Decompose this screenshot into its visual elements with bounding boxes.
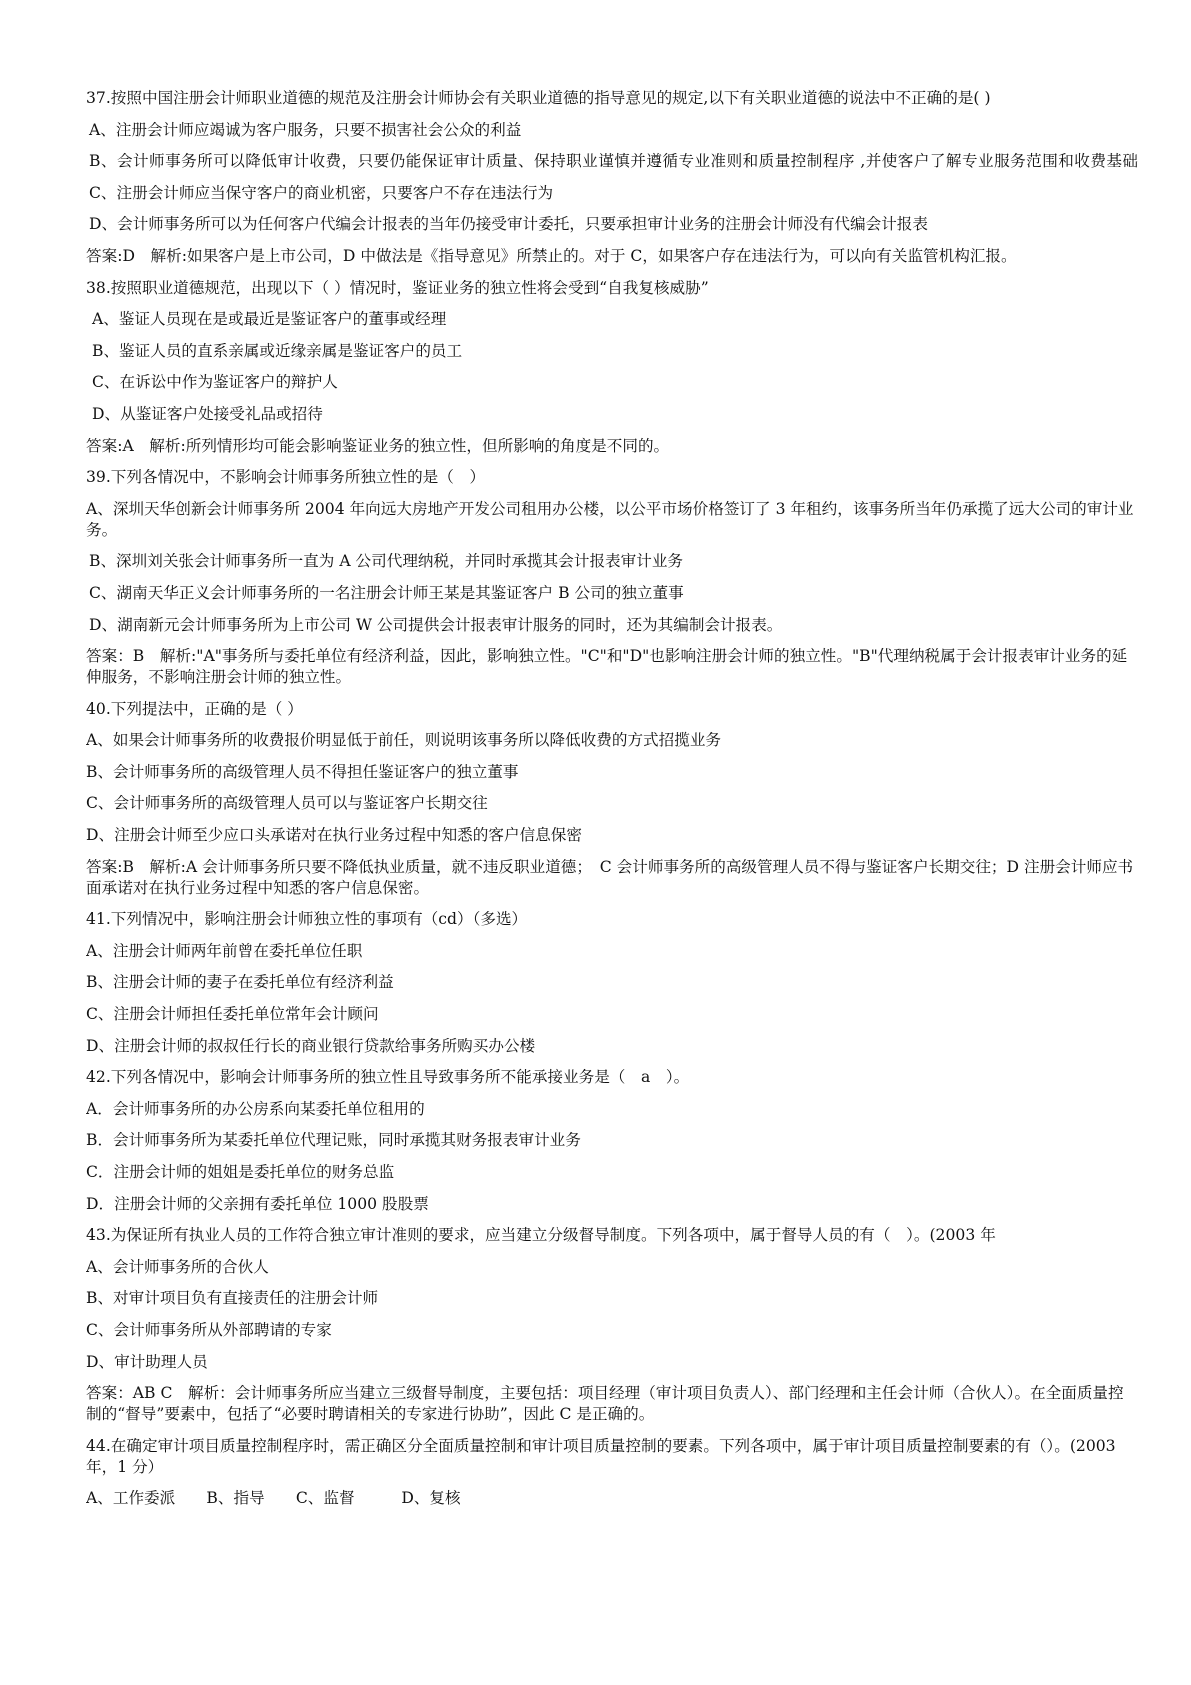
question-44-options: A、工作委派 B、指导 C、监督 D、复核 [86, 1489, 461, 1508]
question-43-answer: 答案：AB C 解析：会计师事务所应当建立三级督导制度，主要包括：项目经理（审计项目负责人）、部门经理和主任会计师（合伙人）。在全面质量控制的“督导”要素中，包括了“必要时聘请相关的专家进行协助”，因此 C 是正确的。 [86, 1384, 1124, 1424]
question-40-option-a: A、如果会计师事务所的收费报价明显低于前任，则说明该事务所以降低收费的方式招揽业务 [86, 731, 722, 750]
question-41-option-b: B、注册会计师的妻子在委托单位有经济利益 [86, 973, 394, 992]
question-38-answer: 答案:A 解析:所列情形均可能会影响鉴证业务的独立性，但所影响的角度是不同的。 [86, 436, 670, 455]
question-39-option-a: A、深圳天华创新会计师事务所 2004 年向远大房地产开发公司租用办公楼，以公平市场价格签订了 3 年租约，该事务所当年仍承揽了远大公司的审计业务。 [86, 499, 1134, 539]
question-44-stem: 44.在确定审计项目质量控制程序时，需正确区分全面质量控制和审计项目质量控制的要素。下列各项中，属于审计项目质量控制要素的有（）。(2003 年，1 分） [86, 1436, 1116, 1476]
question-38-stem: 38.按照职业道德规范，出现以下（ ）情况时，鉴证业务的独立性将会受到“自我复核威胁” [86, 278, 709, 297]
question-37-answer: 答案:D 解析:如果客户是上市公司，D 中做法是《指导意见》所禁止的。对于 C，如果客户存在违法行为，可以向有关监管机构汇报。 [86, 246, 1017, 265]
question-43-option-d: D、审计助理人员 [86, 1352, 208, 1371]
question-37-stem: 37.按照中国注册会计师职业道德的规范及注册会计师协会有关职业道德的指导意见的规定,以下有关职业道德的说法中不正确的是( ) [86, 89, 991, 107]
question-42-option-b: B．会计师事务所为某委托单位代理记账，同时承揽其财务报表审计业务 [86, 1131, 581, 1150]
question-37-option-a: A、注册会计师应竭诚为客户服务，只要不损害社会公众的利益 [89, 120, 522, 139]
question-40-answer: 答案:B 解析:A 会计师事务所只要不降低执业质量，就不违反职业道德； C 会计师事务所的高级管理人员不得与鉴证客户长期交往；D 注册会计师应书面承诺对在执行业务过程中知悉的客户信息保密。 [86, 857, 1134, 897]
question-42-option-a: A．会计师事务所的办公房系向某委托单位租用的 [86, 1099, 425, 1118]
question-42-stem: 42.下列各情况中，影响会计师事务所的独立性且导致事务所不能承接业务是（ a ）。 [86, 1068, 690, 1087]
question-38-option-d: D、从鉴证客户处接受礼品或招待 [92, 404, 323, 423]
question-39-option-d: D、湖南新元会计师事务所为上市公司 W 公司提供会计报表审计服务的同时，还为其编制会计报表。 [89, 615, 783, 634]
question-41-option-a: A、注册会计师两年前曾在委托单位任职 [86, 941, 363, 960]
question-43-option-b: B、对审计项目负有直接责任的注册会计师 [86, 1289, 379, 1308]
question-39-option-c: C、湖南天华正义会计师事务所的一名注册会计师王某是其鉴证客户 B 公司的独立董事 [89, 583, 684, 602]
question-40-stem: 40.下列提法中，正确的是（ ） [86, 699, 303, 718]
question-41-option-c: C、注册会计师担任委托单位常年会计顾问 [86, 1005, 379, 1024]
question-37-option-c: C、注册会计师应当保守客户的商业机密，只要客户不存在违法行为 [89, 183, 554, 202]
question-38-option-c: C、在诉讼中作为鉴证客户的辩护人 [92, 373, 338, 392]
question-37-option-b: B、会计师事务所可以降低审计收费，只要仍能保证审计质量、保持职业谨慎并遵循专业准则和质量控制程序 ,并使客户了解专业服务范围和收费基础 [89, 152, 1138, 171]
question-38-option-b: B、鉴证人员的直系亲属或近缘亲属是鉴证客户的员工 [92, 341, 463, 360]
question-41-stem: 41.下列情况中，影响注册会计师独立性的事项有（cd）（多选） [86, 910, 528, 929]
question-43-stem: 43.为保证所有执业人员的工作符合独立审计准则的要求，应当建立分级督导制度。下列各项中，属于督导人员的有（ ）。(2003 年 [86, 1226, 996, 1245]
question-38-option-a: A、鉴证人员现在是或最近是鉴证客户的董事或经理 [92, 310, 447, 329]
question-40-option-b: B、会计师事务所的高级管理人员不得担任鉴证客户的独立董事 [86, 762, 519, 781]
question-41-option-d: D、注册会计师的叔叔任行长的商业银行贷款给事务所购买办公楼 [86, 1036, 536, 1055]
question-42-option-d: D．注册会计师的父亲拥有委托单位 1000 股股票 [86, 1194, 429, 1213]
question-39-stem: 39.下列各情况中，不影响会计师事务所独立性的是（ ） [86, 468, 486, 487]
question-40-option-c: C、会计师事务所的高级管理人员可以与鉴证客户长期交往 [86, 794, 488, 813]
question-42-option-c: C．注册会计师的姐姐是委托单位的财务总监 [86, 1163, 395, 1181]
question-43-option-c: C、会计师事务所从外部聘请的专家 [86, 1320, 332, 1339]
question-37-option-d: D、会计师事务所可以为任何客户代编会计报表的当年仍接受审计委托，只要承担审计业务的注册会计师没有代编会计报表 [89, 215, 928, 234]
question-40-option-d: D、注册会计师至少应口头承诺对在执行业务过程中知悉的客户信息保密 [86, 826, 582, 845]
question-39-answer: 答案：B 解析:"A"事务所与委托单位有经济利益，因此，影响独立性。"C"和"D"也影响注册会计师的独立性。"B"代理纳税属于会计报表审计业务的延伸服务，不影响注册会计师的独立性。 [86, 647, 1128, 687]
question-39-option-b: B、深圳刘关张会计师事务所一直为 A 公司代理纳税，并同时承揽其会计报表审计业务 [89, 552, 684, 571]
document-body [86, 88, 1138, 1520]
question-43-option-a: A、会计师事务所的合伙人 [86, 1257, 269, 1276]
